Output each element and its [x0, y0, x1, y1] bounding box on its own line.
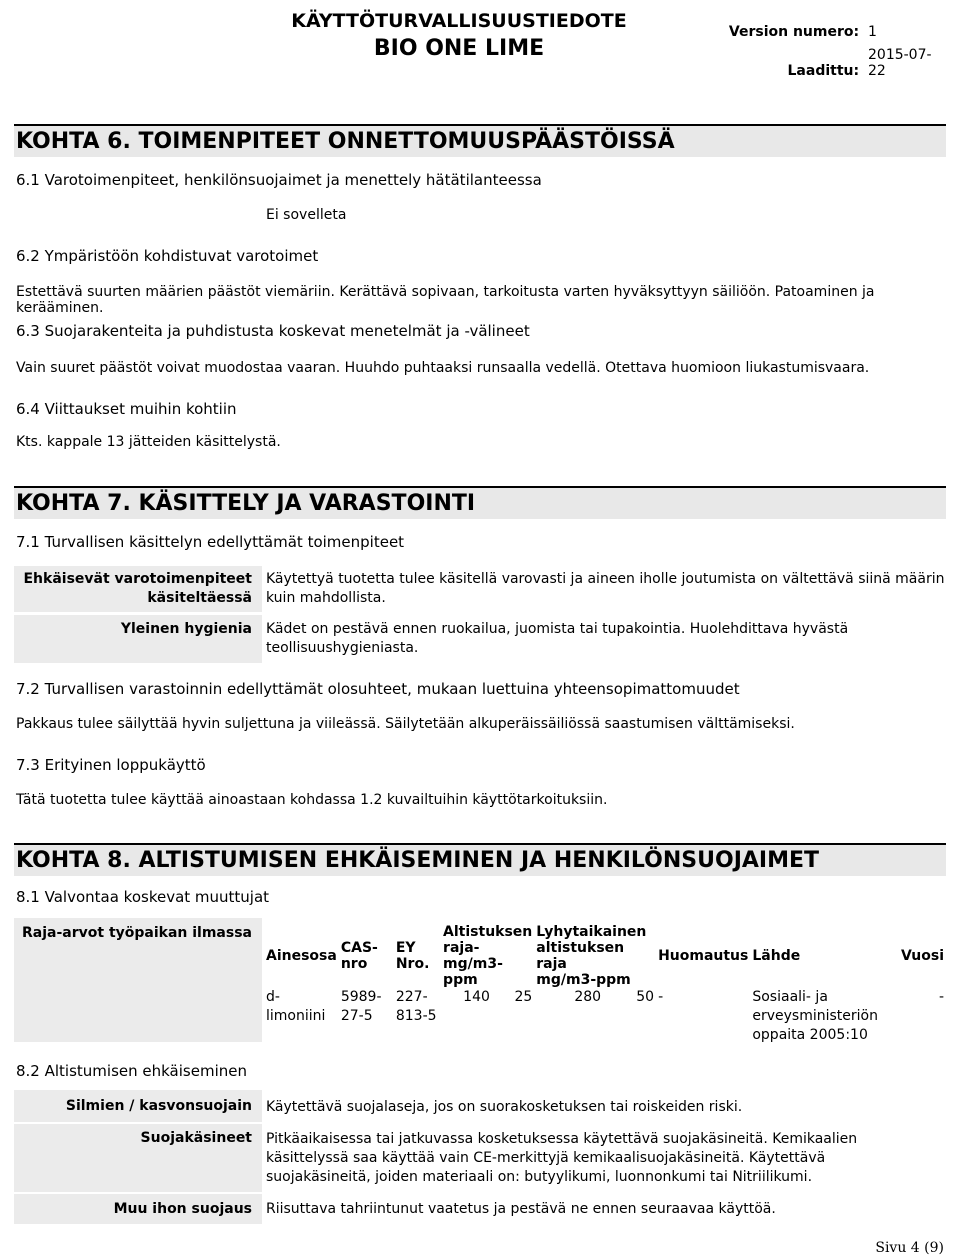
document-title: KÄYTTÖTURVALLISUUSTIEDOTE: [291, 10, 627, 32]
cell-stel-ppm: 50: [636, 989, 655, 1005]
header-year: Vuosi: [900, 948, 944, 964]
eye-protection-label-text: Silmien / kasvonsuojain: [65, 1098, 252, 1114]
exposure-limits-label-text: Raja-arvot työpaikan ilmassa: [22, 925, 252, 941]
cell-source: Sosiaali- ja erveysministeriön oppaita 2005:10: [752, 989, 878, 1043]
s82-title: 8.2 Altistumisen ehkäiseminen: [16, 1062, 247, 1080]
limits-table: [264, 924, 946, 1045]
gloves-value: Pitkäaikaisessa tai jatkuvassa kosketuksessa käytettävä suojakäsineitä. Kemikaalien käsittelyssä saa käyttää vain CE-merkittyjä kemikaalisuojakäsineitä. Käytettävä suojakäsineitä, joiden materiaali on: butyylikumi, luonnonkumi tai Nitriilikumi.: [266, 1131, 858, 1185]
cell-twa-mg: 140: [463, 989, 490, 1005]
eye-protection-value: Käytettävä suojalaseja, jos on suorakosketuksen tai roiskeiden riski.: [266, 1099, 743, 1115]
s72-title: 7.2 Turvallisen varastoinnin edellyttämät olosuhteet, mukaan luettuina yhteensopimattomuudet: [16, 680, 740, 698]
table-row: [264, 988, 946, 1045]
date-info: [788, 47, 947, 79]
skin-protection-value: Riisuttava tahriintunut vaatetus ja pestävä ne ennen seuraavaa käyttöä.: [266, 1201, 776, 1217]
s64-text: Kts. kappale 13 jätteiden käsittelystä.: [16, 434, 281, 450]
header-cas: CAS- nro: [340, 940, 378, 972]
table-header-row: [264, 924, 946, 988]
skin-protection-label-text: Muu ihon suojaus: [113, 1201, 252, 1217]
header-substance: Ainesosa: [266, 948, 337, 964]
handling-value: Käytettyä tuotetta tulee käsitellä varovasti ja aineen iholle joutumista on vältettävä siinä määrin kuin mahdollista.: [266, 571, 945, 606]
version-info: [729, 24, 946, 40]
eye-protection-label: [14, 1090, 262, 1122]
s73-text: Tätä tuotetta tulee käyttää ainoastaan kohdassa 1.2 kuvailtuihin käyttötarkoituksiin.: [16, 792, 608, 808]
date-value: 2015-07-22: [868, 47, 932, 79]
skin-protection-label: [14, 1194, 262, 1224]
gloves-label: [14, 1124, 262, 1192]
hygiene-label-text: Yleinen hygienia: [120, 621, 252, 637]
handling-label: [14, 566, 262, 612]
s73-title: 7.3 Erityinen loppukäyttö: [16, 756, 206, 774]
product-name: BIO ONE LIME: [373, 36, 545, 61]
s62-text: Estettävä suurten määrien päästöt viemäriin. Kerättävä sopivaan, tarkoitusta varten hyväksyttyyn säiliöön. Patoaminen ja kerääminen.: [16, 284, 875, 316]
s71-title: 7.1 Turvallisen käsittelyn edellyttämät toimenpiteet: [16, 533, 405, 551]
hygiene-label: [14, 615, 262, 663]
page-number: Sivu 4 (9): [875, 1240, 944, 1256]
version-label: Version numero:: [728, 24, 860, 40]
s72-text: Pakkaus tulee säilyttää hyvin suljettuna ja viileässä. Säilytetään alkuperäissäiliössä saastumisen välttämiseksi.: [16, 716, 795, 732]
cell-ec: 227- 813-5: [395, 989, 437, 1024]
header-ec: EY Nro.: [395, 940, 430, 972]
s62-title: 6.2 Ympäristöön kohdistuvat varotoimet: [16, 247, 319, 265]
s63-text: Vain suuret päästöt voivat muodostaa vaaran. Huuhdo puhtaaksi runsaalla vedellä. Otettava huomioon liukastumisvaara.: [16, 360, 870, 376]
cell-cas: 5989- 27-5: [340, 989, 382, 1024]
handling-label-line-2: käsiteltäessä: [147, 590, 252, 606]
header-twa: Altistuksen raja- mg/m3-ppm: [443, 924, 533, 988]
s81-title: 8.1 Valvontaa koskevat muuttujat: [16, 888, 270, 906]
header-note: Huomautus: [658, 948, 749, 964]
handling-label-line-1: Ehkäisevät varotoimenpiteet: [23, 571, 252, 587]
s64-title: 6.4 Viittaukset muihin kohtiin: [16, 400, 237, 418]
cell-year: -: [938, 989, 944, 1005]
s61-value: Ei sovelleta: [266, 207, 347, 223]
header-stel: Lyhytaikainen altistuksen raja mg/m3-ppm: [536, 924, 647, 988]
exposure-limits-label: [14, 918, 262, 1042]
cell-note: -: [658, 989, 664, 1005]
section-7-heading: KOHTA 7. KÄSITTELY JA VARASTOINTI: [14, 486, 946, 519]
s61-title: 6.1 Varotoimenpiteet, henkilönsuojaimet ja menettely hätätilanteessa: [16, 171, 542, 189]
version-value: 1: [868, 24, 877, 40]
cell-twa-ppm: 25: [514, 989, 533, 1005]
header-source: Lähde: [752, 948, 801, 964]
section-8-heading: KOHTA 8. ALTISTUMISEN EHKÄISEMINEN JA HENKILÖNSUOJAIMET: [14, 843, 946, 876]
date-label: Laadittu:: [787, 63, 860, 79]
exposure-limits-table: [264, 924, 946, 1045]
gloves-label-text: Suojakäsineet: [140, 1130, 252, 1146]
s63-title: 6.3 Suojarakenteita ja puhdistusta koskevat menetelmät ja -välineet: [16, 322, 530, 340]
cell-substance: d- limoniini: [266, 989, 326, 1024]
cell-stel-mg: 280: [574, 989, 602, 1005]
section-6-heading: KOHTA 6. TOIMENPITEET ONNETTOMUUSPÄÄSTÖISSÄ: [14, 124, 946, 157]
hygiene-value: Kädet on pestävä ennen ruokailua, juomista tai tupakointia. Huolehdittava hyvästä teollisuushygieniasta.: [266, 621, 849, 656]
